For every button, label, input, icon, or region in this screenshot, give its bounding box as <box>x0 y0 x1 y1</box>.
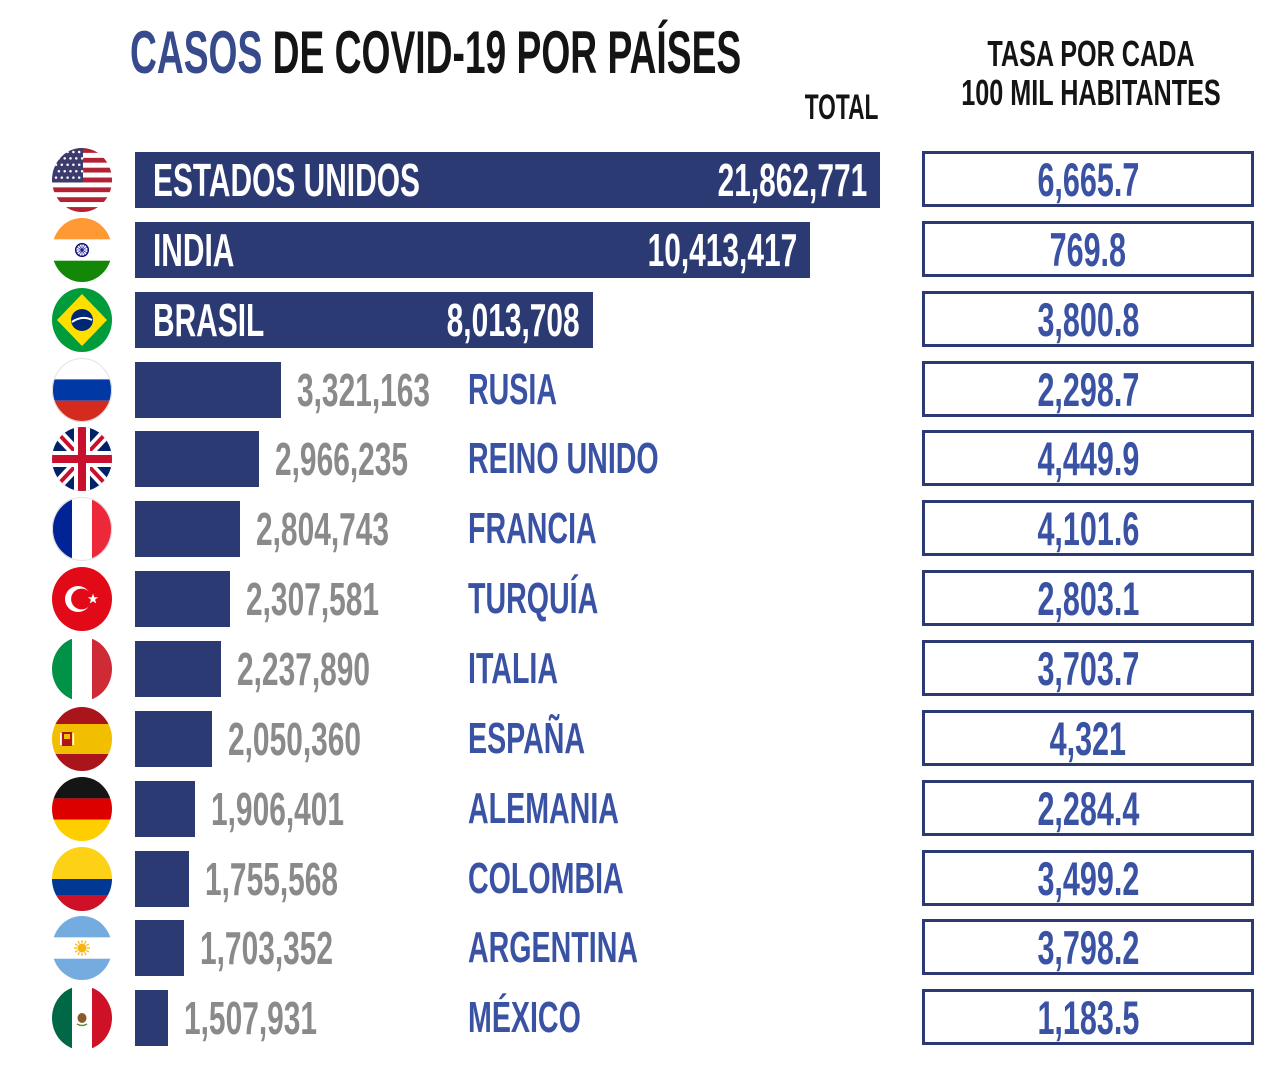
rate-header-line1: TASA POR CADA <box>987 33 1195 74</box>
title-highlight: CASOS <box>130 19 263 86</box>
rate-box <box>922 151 1254 207</box>
rate-box <box>922 500 1254 556</box>
rate-column-header <box>905 34 1277 112</box>
country-bar <box>135 641 221 697</box>
flag-br-icon <box>52 288 112 352</box>
country-name: FRANCIA <box>468 504 597 553</box>
rate-value: 4,321 <box>1049 711 1127 765</box>
rate-header-line2: 100 MIL HABITANTES <box>961 72 1221 113</box>
rate-value: 3,800.8 <box>1037 292 1139 346</box>
flag-us-icon <box>52 148 112 212</box>
flag-tr-icon <box>52 567 112 631</box>
total-value: 8,013,708 <box>446 294 580 346</box>
rate-box <box>922 919 1254 975</box>
rate-box <box>922 850 1254 906</box>
rate-box <box>922 989 1254 1045</box>
country-bar <box>135 781 195 837</box>
country-bar <box>135 990 168 1046</box>
flag-gb-icon <box>52 427 112 491</box>
flag-it-icon <box>52 637 112 701</box>
flag-es-icon <box>52 707 112 771</box>
rate-value: 2,803.1 <box>1037 571 1139 625</box>
country-name: TURQUÍA <box>468 574 599 623</box>
country-bar <box>135 362 281 418</box>
rate-box <box>922 570 1254 626</box>
flag-fr-icon <box>52 497 112 561</box>
rate-box <box>922 430 1254 486</box>
country-bar <box>135 431 259 487</box>
flag-mx-icon <box>52 986 112 1050</box>
page-title <box>130 18 741 87</box>
flag-ru-icon <box>52 358 112 422</box>
rate-value: 3,703.7 <box>1037 641 1139 695</box>
rate-box <box>922 361 1254 417</box>
country-bar <box>135 920 184 976</box>
country-name: ESTADOS UNIDOS <box>153 154 420 206</box>
rate-box <box>922 291 1254 347</box>
country-name: ESPAÑA <box>468 714 586 763</box>
country-bar <box>135 571 230 627</box>
rate-box <box>922 640 1254 696</box>
country-bar <box>135 222 810 278</box>
total-value: 2,237,890 <box>237 643 371 695</box>
country-name: ITALIA <box>468 644 559 693</box>
rate-value: 2,298.7 <box>1037 362 1139 416</box>
country-name: BRASIL <box>153 294 265 346</box>
country-name: ALEMANIA <box>468 784 619 833</box>
total-value: 2,966,235 <box>275 433 409 485</box>
rate-value: 3,798.2 <box>1037 920 1139 974</box>
flag-de-icon <box>52 777 112 841</box>
flag-in-icon <box>52 218 112 282</box>
total-column-header: TOTAL <box>804 88 878 127</box>
total-value: 3,321,163 <box>297 364 431 416</box>
country-name: COLOMBIA <box>468 854 624 903</box>
rate-value: 1,183.5 <box>1037 990 1139 1044</box>
rate-value: 2,284.4 <box>1037 781 1139 835</box>
country-bar <box>135 152 880 208</box>
rate-box <box>922 710 1254 766</box>
flag-ar-icon <box>52 916 112 980</box>
country-name: MÉXICO <box>468 993 581 1042</box>
country-bar <box>135 851 189 907</box>
rate-value: 3,499.2 <box>1037 851 1139 905</box>
rate-value: 4,101.6 <box>1037 501 1139 555</box>
rate-box <box>922 221 1254 277</box>
title-rest: DE COVID-19 POR PAÍSES <box>262 19 742 86</box>
total-value: 1,507,931 <box>184 992 318 1044</box>
total-value: 1,906,401 <box>211 783 345 835</box>
country-bar <box>135 711 212 767</box>
total-value: 2,050,360 <box>228 713 362 765</box>
total-value: 2,307,581 <box>246 573 380 625</box>
total-value: 21,862,771 <box>717 154 867 206</box>
rate-value: 4,449.9 <box>1037 431 1139 485</box>
country-name: ARGENTINA <box>468 923 639 972</box>
rate-value: 769.8 <box>1049 222 1127 276</box>
total-value: 1,703,352 <box>200 922 334 974</box>
country-name: RUSIA <box>468 365 557 414</box>
country-name: REINO UNIDO <box>468 434 659 483</box>
country-name: INDIA <box>153 224 235 276</box>
total-value: 1,755,568 <box>205 853 339 905</box>
total-value: 2,804,743 <box>256 503 390 555</box>
total-value: 10,413,417 <box>647 224 797 276</box>
country-bar <box>135 501 240 557</box>
country-bar <box>135 292 593 348</box>
rate-value: 6,665.7 <box>1037 152 1139 206</box>
rate-box <box>922 780 1254 836</box>
flag-co-icon <box>52 847 112 911</box>
